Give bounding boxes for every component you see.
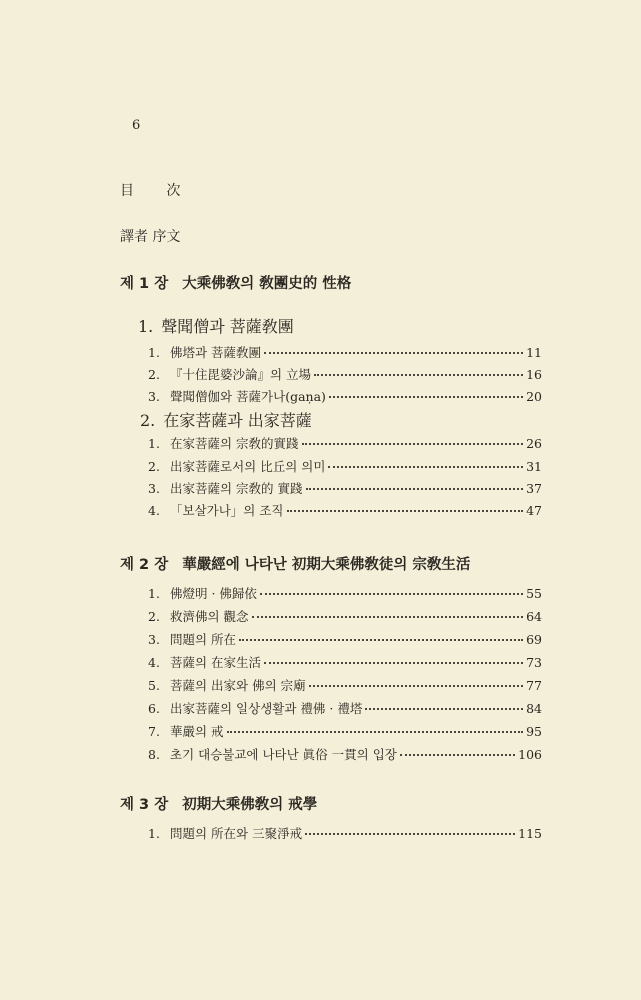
chapter-number: 제 1 장 [120,276,169,292]
toc-entry [148,699,542,717]
entry-page: 16 [526,367,542,382]
toc-entry [148,387,542,405]
entry-title: 出家菩薩의 宗敎的 實踐 [170,481,303,496]
entry-title: 「보살가나」의 조직 [170,503,284,518]
toc-entry [148,501,542,519]
entry-title: 出家菩薩로서의 比丘의 의미 [170,459,326,474]
entry-number: 2. [148,609,160,624]
entry-title: 佛燈明 · 佛歸依 [170,586,257,601]
entry-number: 7. [148,724,160,739]
section-heading [140,408,312,431]
entry-page: 115 [518,826,542,841]
entry-page: 69 [526,632,542,647]
chapter-3-heading [120,793,317,814]
toc-entry [148,824,542,842]
entry-number: 1. [148,826,160,841]
entry-number: 3. [148,632,160,647]
toc-entry [148,722,542,740]
entry-number: 2. [148,459,160,474]
entry-page: 37 [526,481,542,496]
entry-number: 5. [148,678,160,693]
chapter-number: 제 3 장 [120,797,169,813]
entry-page: 77 [526,678,542,693]
entry-page: 95 [526,724,542,739]
dot-leader [239,636,523,641]
entry-number: 2. [148,367,160,382]
dot-leader [227,728,524,733]
dot-leader [260,590,523,595]
toc-entry [148,653,542,671]
dot-leader [264,349,523,354]
entry-number: 8. [148,747,160,762]
toc-entry [148,457,542,475]
entry-page: 55 [526,586,542,601]
section-number: 2. [140,411,156,430]
entry-title: 在家菩薩의 宗敎的實踐 [170,436,299,451]
toc-heading: 目 次 [120,183,195,199]
section-heading [138,314,294,337]
entry-number: 3. [148,481,160,496]
toc-entry [148,584,542,602]
section-title: 聲聞僧과 菩薩敎團 [161,317,294,336]
dot-leader [306,485,524,490]
entry-number: 1. [148,586,160,601]
entry-title: 問題의 所在 [170,632,237,647]
toc-entry [148,630,542,648]
dot-leader [305,830,515,835]
entry-number: 1. [148,345,160,360]
section-number: 1. [138,317,154,336]
entry-number: 4. [148,503,160,518]
entry-title: 초기 대승불교에 나타난 眞俗 一貫의 입장 [170,747,397,762]
entry-title: 救濟佛의 觀念 [170,609,249,624]
dot-leader [400,751,515,756]
section-title: 在家菩薩과 出家菩薩 [163,411,312,430]
entry-number: 6. [148,701,160,716]
page-number: 6 [132,118,141,133]
chapter-title: 華嚴經에 나타난 初期大乘佛敎徒의 宗敎生活 [182,557,471,573]
entry-page: 64 [526,609,542,624]
dot-leader [287,507,524,512]
entry-page: 20 [526,389,542,404]
entry-page: 47 [526,503,542,518]
dot-leader [365,705,523,710]
toc-entry [148,434,542,452]
entry-title: 菩薩의 在家生活 [170,655,262,670]
entry-number: 4. [148,655,160,670]
toc-entry [148,479,542,497]
dot-leader [329,393,523,398]
entry-title: 菩薩의 出家와 佛의 宗廟 [170,678,306,693]
chapter-title: 大乘佛敎의 敎團史的 性格 [182,276,352,292]
entry-title: 『十住毘婆沙論』의 立場 [170,367,312,382]
entry-number: 1. [148,436,160,451]
entry-page: 84 [526,701,542,716]
entry-title: 華嚴의 戒 [170,724,224,739]
entry-title: 佛塔과 菩薩敎團 [170,345,262,360]
dot-leader [314,371,523,376]
chapter-number: 제 2 장 [120,557,169,573]
dot-leader [328,463,523,468]
dot-leader [309,682,523,687]
entry-page: 31 [526,459,542,474]
entry-title: 聲聞僧伽와 菩薩가나(gaṇa) [170,389,326,404]
toc-entry [148,607,542,625]
entry-page: 106 [518,747,542,762]
toc-entry [148,745,542,763]
toc-entry [148,365,542,383]
toc-entry-preface: 譯者 序文 [120,229,181,245]
chapter-1-heading [120,272,351,293]
entry-number: 3. [148,389,160,404]
dot-leader [252,613,524,618]
chapter-2-heading [120,553,470,574]
dot-leader [264,659,523,664]
entry-title: 出家菩薩의 일상생활과 禮佛 · 禮塔 [170,701,363,716]
entry-page: 26 [526,436,542,451]
entry-page: 11 [526,345,542,360]
entry-title: 問題의 所在와 三聚淨戒 [170,826,303,841]
toc-entry [148,676,542,694]
toc-entry [148,343,542,361]
entry-page: 73 [526,655,542,670]
dot-leader [302,440,524,445]
chapter-title: 初期大乘佛敎의 戒學 [182,797,318,813]
